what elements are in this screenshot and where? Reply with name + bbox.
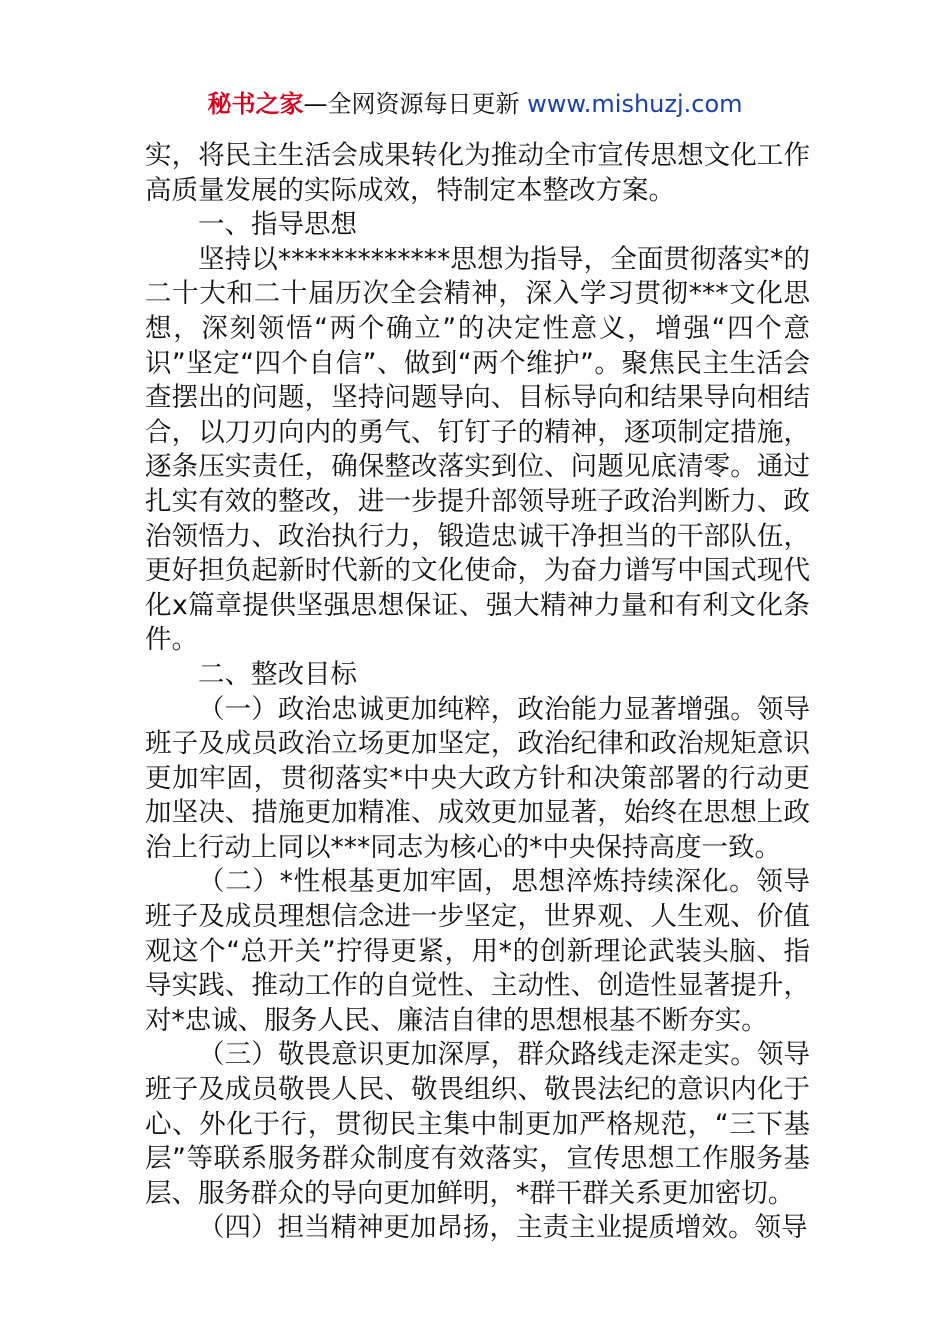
section-heading: 二、整改目标 bbox=[198, 658, 357, 690]
paragraph: （一）政治忠诚更加纯粹，政治能力显著增强。领导班子及成员政治立场更加坚定，政治纪律和政治规矩意识更加牢固，贯彻落实*中央大政方针和决策部署的行动更加坚决、措施更加精准、成效更加显著，始终在思想上政治上行动上同以***同志为核心的*中央保持高度一致。 bbox=[145, 693, 810, 863]
paragraph: （二）*性根基更加牢固，思想淬炼持续深化。领导班子及成员理想信念进一步坚定，世界观、人生观、价值观这个“总开关”拧得更紧，用*的创新理论武装头脑、指导实践、推动工作的自觉性、主动性、创造性显著提升，对*忠诚、服务人民、廉洁自律的思想根基不断夯实。 bbox=[145, 866, 810, 1036]
paragraph: 坚持以*************思想为指导，全面贯彻落实*的二十大和二十届历次全会精神，深入学习贯彻***文化思想，深刻领悟“两个确立”的决定性意义，增强“四个意识”坚定“四个自信”、做到“两个维护”。聚焦民主生活会查摆出的问题，坚持问题导向、目标导向和结果导向相结合，以刀刃向内的勇气、钉钉子的精神，逐项制定措施，逐条压实责任，确保整改落实到位、问题见底清零。通过扎实有效的整改，进一步提升部领导班子政治判断力、政治领悟力、政治执行力，锻造忠诚干净担当的干部队伍，更好担负起新时代新的文化使命，为奋力谱写中国式现代化x篇章提供坚强思想保证、强大精神力量和有利文化条件。 bbox=[145, 243, 810, 656]
paragraph: （三）敬畏意识更加深厚，群众路线走深走实。领导班子及成员敬畏人民、敬畏组织、敬畏法纪的意识内化于心、外化于行，贯彻民主集中制更加严格规范，“三下基层”等联系服务群众制度有效落实，宣传思想工作服务基层、服务群众的导向更加鲜明，*群干群关系更加密切。 bbox=[145, 1039, 810, 1209]
site-slogan: —全网资源每日更新 bbox=[303, 90, 528, 118]
site-header bbox=[0, 86, 950, 122]
document-body bbox=[145, 139, 810, 1246]
paragraph: 实，将民主生活会成果转化为推动全市宣传思想文化工作高质量发展的实际成效，特制定本整改方案。 bbox=[145, 140, 810, 206]
section-heading: 一、指导思想 bbox=[198, 209, 357, 241]
site-url-link[interactable]: www.mishuzj.com bbox=[527, 90, 743, 118]
site-brand: 秘书之家 bbox=[207, 90, 304, 118]
paragraph: （四）担当精神更加昂扬，主责主业提质增效。领导 bbox=[198, 1212, 808, 1244]
